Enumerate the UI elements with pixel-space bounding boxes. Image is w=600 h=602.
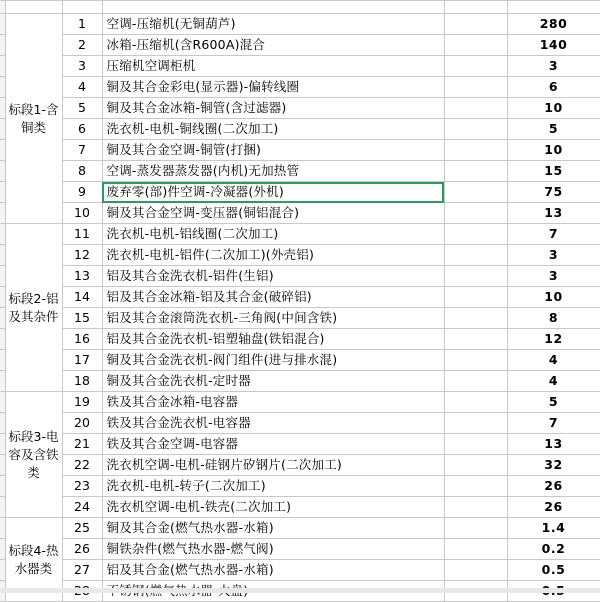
group-label-cell[interactable]: 标段4-热水器类 (5, 518, 62, 602)
quantity-cell[interactable]: 15 (507, 161, 600, 182)
row-header-strip (0, 140, 5, 161)
empty-cell[interactable] (444, 434, 507, 455)
row-number-cell[interactable]: 12 (62, 245, 102, 266)
empty-cell[interactable] (444, 245, 507, 266)
horizontal-scrollbar[interactable] (0, 588, 600, 593)
quantity-cell[interactable]: 26 (507, 476, 600, 497)
empty-cell[interactable] (444, 497, 507, 518)
row-header-strip (0, 245, 5, 266)
row-number-cell[interactable]: 4 (62, 77, 102, 98)
table-row (0, 560, 600, 581)
quantity-cell[interactable]: 5 (507, 392, 600, 413)
empty-cell[interactable] (444, 287, 507, 308)
item-name-cell[interactable]: 铜及其合金空调-变压器(铜铝混合) (102, 203, 444, 224)
table-row (0, 413, 600, 434)
group-label-cell[interactable]: 标段1-含铜类 (5, 14, 62, 224)
row-number-cell[interactable]: 22 (62, 455, 102, 476)
table-row (0, 350, 600, 371)
row-number-cell[interactable]: 7 (62, 140, 102, 161)
row-number-cell[interactable]: 16 (62, 329, 102, 350)
item-name-cell[interactable]: 空调-压缩机(无铜葫芦) (102, 14, 444, 35)
row-number-cell[interactable]: 6 (62, 119, 102, 140)
row-number-cell[interactable]: 27 (62, 560, 102, 581)
quantity-cell[interactable]: 3 (507, 56, 600, 77)
empty-cell[interactable] (444, 224, 507, 245)
row-number-cell[interactable]: 13 (62, 266, 102, 287)
row-header-strip (0, 35, 5, 56)
row-header-strip (0, 56, 5, 77)
row-header-strip (0, 455, 5, 476)
item-name-cell[interactable]: 铁及其合金空调-电容器 (102, 434, 444, 455)
item-name-cell[interactable]: 铝及其合金洗衣机-铝件(生铝) (102, 266, 444, 287)
quantity-cell[interactable]: 10 (507, 98, 600, 119)
item-name-cell[interactable]: 洗衣机空调-电机-硅钢片矽钢片(二次加工) (102, 455, 444, 476)
row-header-strip (0, 119, 5, 140)
empty-cell[interactable] (444, 476, 507, 497)
cell[interactable] (5, 1, 62, 14)
empty-cell[interactable] (444, 371, 507, 392)
row-number-cell[interactable]: 5 (62, 98, 102, 119)
empty-cell[interactable] (444, 119, 507, 140)
row-header-strip (0, 350, 5, 371)
row-header-strip (0, 308, 5, 329)
item-name-cell[interactable]: 铝及其合金冰箱-铝及其合金(破碎铝) (102, 287, 444, 308)
row-header-strip (0, 287, 5, 308)
item-name-cell[interactable]: 洗衣机空调-电机-铁壳(二次加工) (102, 497, 444, 518)
empty-cell[interactable] (444, 140, 507, 161)
table-row (0, 371, 600, 392)
quantity-cell[interactable]: 32 (507, 455, 600, 476)
quantity-cell[interactable]: 6 (507, 77, 600, 98)
row-number-cell[interactable]: 20 (62, 413, 102, 434)
quantity-cell[interactable]: 3 (507, 266, 600, 287)
table-row (0, 518, 600, 539)
row-number-cell[interactable]: 24 (62, 497, 102, 518)
item-name-cell[interactable]: 铜及其合金冰箱-铜管(含过滤器) (102, 98, 444, 119)
empty-cell[interactable] (444, 14, 507, 35)
cell[interactable] (102, 1, 444, 14)
table-row (0, 308, 600, 329)
quantity-cell[interactable]: 12 (507, 329, 600, 350)
item-name-cell[interactable]: 压缩机空调柜机 (102, 56, 444, 77)
row-number-cell[interactable]: 23 (62, 476, 102, 497)
empty-cell[interactable] (444, 35, 507, 56)
quantity-cell[interactable]: 0.5 (507, 560, 600, 581)
row-number-cell[interactable]: 15 (62, 308, 102, 329)
item-name-cell[interactable]: 铜及其合金彩电(显示器)-偏转线圈 (102, 77, 444, 98)
table-row (0, 287, 600, 308)
table-row (0, 497, 600, 518)
row-number-cell[interactable]: 8 (62, 161, 102, 182)
partial-top-row (0, 1, 600, 14)
row-number-cell[interactable]: 1 (62, 14, 102, 35)
table-row (0, 455, 600, 476)
row-header-strip (0, 182, 5, 203)
row-header-strip (0, 497, 5, 518)
row-number-cell[interactable]: 10 (62, 203, 102, 224)
empty-cell[interactable] (444, 266, 507, 287)
empty-cell[interactable] (444, 56, 507, 77)
quantity-cell[interactable]: 280 (507, 14, 600, 35)
row-header-strip (0, 98, 5, 119)
group-label-cell[interactable]: 标段3-电容及含铁类 (5, 392, 62, 518)
row-number-cell[interactable]: 25 (62, 518, 102, 539)
quantity-cell[interactable]: 10 (507, 140, 600, 161)
row-number-cell[interactable]: 11 (62, 224, 102, 245)
cell[interactable] (444, 1, 507, 14)
quantity-cell[interactable]: 10 (507, 287, 600, 308)
item-name-cell[interactable]: 铜铁杂件(燃气热水器-燃气阀) (102, 539, 444, 560)
item-name-cell[interactable]: 铜及其合金洗衣机-定时器 (102, 371, 444, 392)
table-row (0, 224, 600, 245)
item-name-cell[interactable]: 铝及其合金洗衣机-铝塑轴盘(铁铝混合) (102, 329, 444, 350)
empty-cell[interactable] (444, 539, 507, 560)
table-row (0, 476, 600, 497)
empty-cell[interactable] (444, 455, 507, 476)
quantity-cell[interactable]: 75 (507, 182, 600, 203)
row-header-strip (0, 77, 5, 98)
table-row (0, 14, 600, 35)
row-number-cell[interactable]: 2 (62, 35, 102, 56)
item-name-cell[interactable]: 洗衣机-电机-铝件(二次加工)(外壳铝) (102, 245, 444, 266)
item-name-cell[interactable]: 铁及其合金洗衣机-电容器 (102, 413, 444, 434)
row-header-strip (0, 560, 5, 581)
item-name-cell[interactable]: 空调-蒸发器蒸发器(内机)无加热管 (102, 161, 444, 182)
cell[interactable] (507, 1, 600, 14)
quantity-cell[interactable]: 1.4 (507, 518, 600, 539)
row-number-cell[interactable]: 21 (62, 434, 102, 455)
quantity-cell[interactable]: 140 (507, 35, 600, 56)
empty-cell[interactable] (444, 560, 507, 581)
empty-cell[interactable] (444, 182, 507, 203)
row-header-strip (0, 371, 5, 392)
quantity-cell[interactable]: 0.2 (507, 539, 600, 560)
item-name-cell[interactable]: 铜及其合金(燃气热水器-水箱) (102, 518, 444, 539)
row-number-cell[interactable]: 3 (62, 56, 102, 77)
table-row (0, 266, 600, 287)
quantity-cell[interactable]: 13 (507, 434, 600, 455)
table-row (0, 119, 600, 140)
table-row (0, 329, 600, 350)
item-name-cell[interactable]: 铁及其合金冰箱-电容器 (102, 392, 444, 413)
item-name-cell[interactable]: 废弃零(部)件空调-冷凝器(外机) (102, 182, 444, 203)
quantity-cell[interactable]: 7 (507, 224, 600, 245)
item-name-cell[interactable]: 铝及其合金滚筒洗衣机-三角阀(中间含铁) (102, 308, 444, 329)
table-row (0, 245, 600, 266)
table-row (0, 98, 600, 119)
row-number-cell[interactable]: 9 (62, 182, 102, 203)
empty-cell[interactable] (444, 203, 507, 224)
row-header-strip (0, 161, 5, 182)
row-header-strip (0, 266, 5, 287)
quantity-cell[interactable]: 13 (507, 203, 600, 224)
row-header-strip (0, 329, 5, 350)
quantity-cell[interactable]: 4 (507, 350, 600, 371)
item-name-cell[interactable]: 冰箱-压缩机(含R600A)混合 (102, 35, 444, 56)
quantity-cell[interactable]: 4 (507, 371, 600, 392)
table-row (0, 56, 600, 77)
item-name-cell[interactable]: 铝及其合金(燃气热水器-水箱) (102, 560, 444, 581)
empty-cell[interactable] (444, 518, 507, 539)
table-row (0, 35, 600, 56)
row-number-cell[interactable]: 17 (62, 350, 102, 371)
empty-cell[interactable] (444, 350, 507, 371)
quantity-cell[interactable]: 7 (507, 413, 600, 434)
table-row (0, 203, 600, 224)
empty-cell[interactable] (444, 413, 507, 434)
item-name-cell[interactable]: 洗衣机-电机-铝线圈(二次加工) (102, 224, 444, 245)
table-row (0, 539, 600, 560)
empty-cell[interactable] (444, 308, 507, 329)
table-row (0, 77, 600, 98)
cell[interactable] (62, 1, 102, 14)
table-row (0, 140, 600, 161)
empty-cell[interactable] (444, 392, 507, 413)
table-row (0, 182, 600, 203)
empty-cell[interactable] (444, 161, 507, 182)
quantity-cell[interactable]: 3 (507, 245, 600, 266)
item-name-cell[interactable]: 洗衣机-电机-铜线圈(二次加工) (102, 119, 444, 140)
empty-cell[interactable] (444, 329, 507, 350)
spreadsheet-body (0, 1, 600, 602)
quantity-cell[interactable]: 26 (507, 497, 600, 518)
row-header-strip (0, 203, 5, 224)
row-number-cell[interactable]: 14 (62, 287, 102, 308)
row-header-strip (0, 539, 5, 560)
quantity-cell[interactable]: 8 (507, 308, 600, 329)
row-header-strip (0, 413, 5, 434)
item-name-cell[interactable]: 铜及其合金洗衣机-阀门组件(进与排水混) (102, 350, 444, 371)
item-name-cell[interactable]: 洗衣机-电机-转子(二次加工) (102, 476, 444, 497)
row-number-cell[interactable]: 19 (62, 392, 102, 413)
group-label-cell[interactable]: 标段2-铝及其杂件 (5, 224, 62, 392)
table-row (0, 434, 600, 455)
row-number-cell[interactable]: 18 (62, 371, 102, 392)
empty-cell[interactable] (444, 77, 507, 98)
row-header-strip (0, 476, 5, 497)
row-header-strip (0, 434, 5, 455)
table-row (0, 161, 600, 182)
quantity-cell[interactable]: 5 (507, 119, 600, 140)
empty-cell[interactable] (444, 98, 507, 119)
table-row (0, 392, 600, 413)
row-number-cell[interactable]: 26 (62, 539, 102, 560)
item-name-cell[interactable]: 铜及其合金空调-铜管(打捆) (102, 140, 444, 161)
